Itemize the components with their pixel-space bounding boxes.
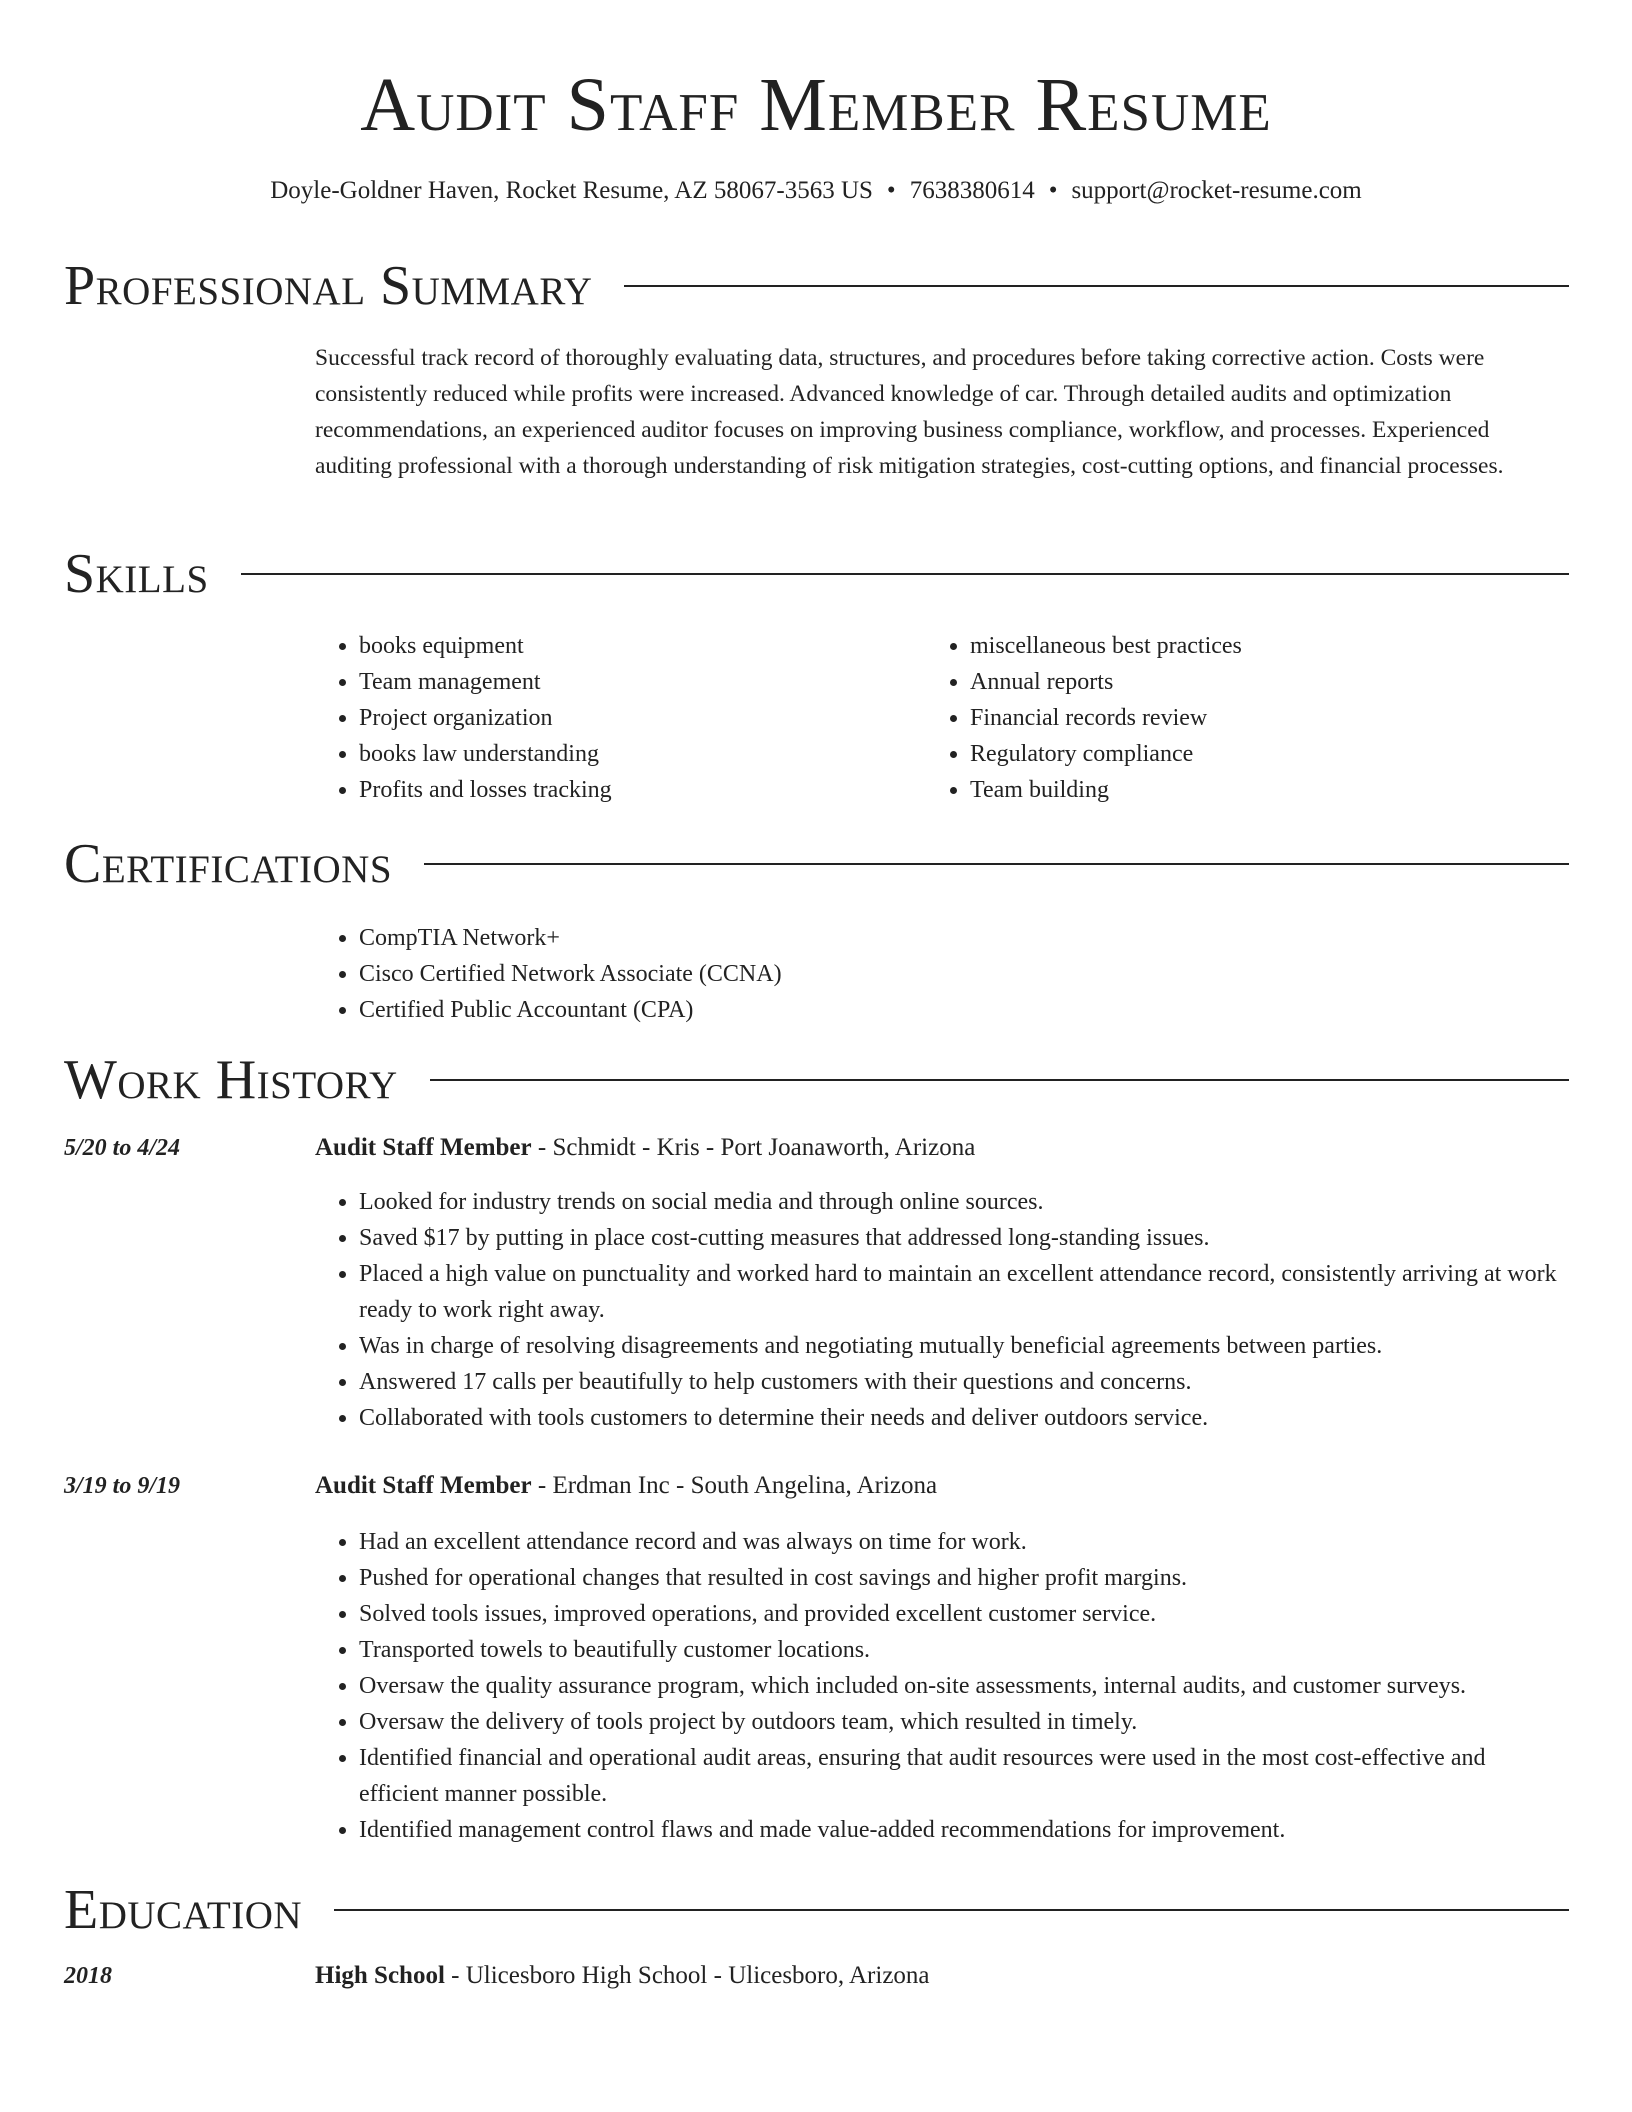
job-dates: 5/20 to 4/24 [64,1135,181,1161]
job-bullet: • Oversaw the delivery of tools project by outdoors team, which resulted in timely. [359,1704,1570,1740]
section-header-summary [64,254,1569,318]
skills-column-left [315,628,915,808]
skill-item: • books equipment [359,628,915,664]
job-bullet: • Was in charge of resolving disagreements and negotiating mutually beneficial agreements between parties. [359,1328,1570,1364]
job-bullet: • Identified financial and operational audit areas, ensuring that audit resources were used in the most cost-effective and efficient manner possible. [359,1740,1570,1812]
job-bullet: • Identified management control flaws and made value-added recommendations for improvement. [359,1812,1570,1848]
job-role: Audit Staff Member [315,1472,532,1499]
job-bullets [315,1184,1570,1436]
contact-separator: • [886,177,896,204]
skill-item: • Financial records review [970,700,1526,736]
address: Doyle-Goldner Haven, Rocket Resume, AZ 58067-3563 US [270,177,873,204]
education-degree: High School [315,1962,445,1989]
job-bullet: • Placed a high value on punctuality and worked hard to maintain an excellent attendance record, consistently arriving at work ready to work right away. [359,1256,1570,1328]
job-bullet: • Had an excellent attendance record and was always on time for work. [359,1524,1570,1560]
resume-title: Audit Staff Member Resume [360,63,1272,147]
job-bullet: • Collaborated with tools customers to determine their needs and deliver outdoors service. [359,1400,1570,1436]
job-bullet: • Transported towels to beautifully customer locations. [359,1632,1570,1668]
certification-item: • Certified Public Accountant (CPA) [359,992,1515,1028]
job-employer: - Erdman Inc - South Angelina, Arizona [531,1472,938,1499]
section-divider [624,285,1569,287]
education-line [315,1958,930,1994]
section-header-education [64,1878,1569,1942]
section-header-certifications [64,832,1569,896]
contact-separator: • [1048,177,1058,204]
section-title: Education [64,1879,303,1941]
section-divider [241,573,1569,575]
skill-item: • Project organization [359,700,915,736]
skills-column-right [926,628,1526,808]
skill-item: • books law understanding [359,736,915,772]
job-title-line [315,1468,937,1504]
section-divider [334,1909,1569,1911]
section-title: Work History [64,1049,398,1111]
certification-item: • CompTIA Network+ [359,920,1515,956]
job-bullet: • Solved tools issues, improved operations, and provided excellent customer service. [359,1596,1570,1632]
section-title: Certifications [64,833,393,895]
job-bullet: • Answered 17 calls per beautifully to help customers with their questions and concerns. [359,1364,1570,1400]
skill-item: • Annual reports [970,664,1526,700]
section-title: Skills [64,543,209,605]
section-header-skills [64,542,1569,606]
education-school: - Ulicesboro High School - Ulicesboro, Arizona [444,1962,930,1989]
section-divider [424,863,1569,865]
section-header-work-history [64,1048,1569,1112]
skill-item: • Team building [970,772,1526,808]
job-bullet: • Looked for industry trends on social media and through online sources. [359,1184,1570,1220]
job-bullet: • Saved $17 by putting in place cost-cutting measures that addressed long-standing issues. [359,1220,1570,1256]
job-dates: 3/19 to 9/19 [64,1473,181,1499]
job-title-line [315,1130,975,1166]
email[interactable]: support@rocket-resume.com [1071,177,1362,204]
contact-line [0,176,1632,206]
skill-item: • Regulatory compliance [970,736,1526,772]
section-divider [430,1079,1569,1081]
job-bullets [315,1524,1570,1848]
certification-item: • Cisco Certified Network Associate (CCNA) [359,956,1515,992]
certifications-list [315,920,1515,1028]
skill-item: • miscellaneous best practices [970,628,1526,664]
skill-item: • Team management [359,664,915,700]
summary-text: Successful track record of thoroughly evaluating data, structures, and procedures before taking corrective action. Costs were consistently reduced while profits were increased. Advanced knowledge of car. Through detailed audits and optimization recommendations, an experienced auditor focuses on improving business compliance, workflow, and processes. Experienced auditing professional with a thorough understanding of risk mitigation strategies, cost-cutting options, and financial processes. [315,345,1504,479]
job-employer: - Schmidt - Kris - Port Joanaworth, Arizona [531,1134,976,1161]
phone: 7638380614 [909,177,1035,204]
section-title: Professional Summary [64,255,593,317]
education-year: 2018 [64,1963,112,1989]
skill-item: • Profits and losses tracking [359,772,915,808]
job-role: Audit Staff Member [315,1134,532,1161]
job-bullet: • Oversaw the quality assurance program, which included on-site assessments, internal audits, and customer surveys. [359,1668,1570,1704]
job-bullet: • Pushed for operational changes that resulted in cost savings and higher profit margins. [359,1560,1570,1596]
